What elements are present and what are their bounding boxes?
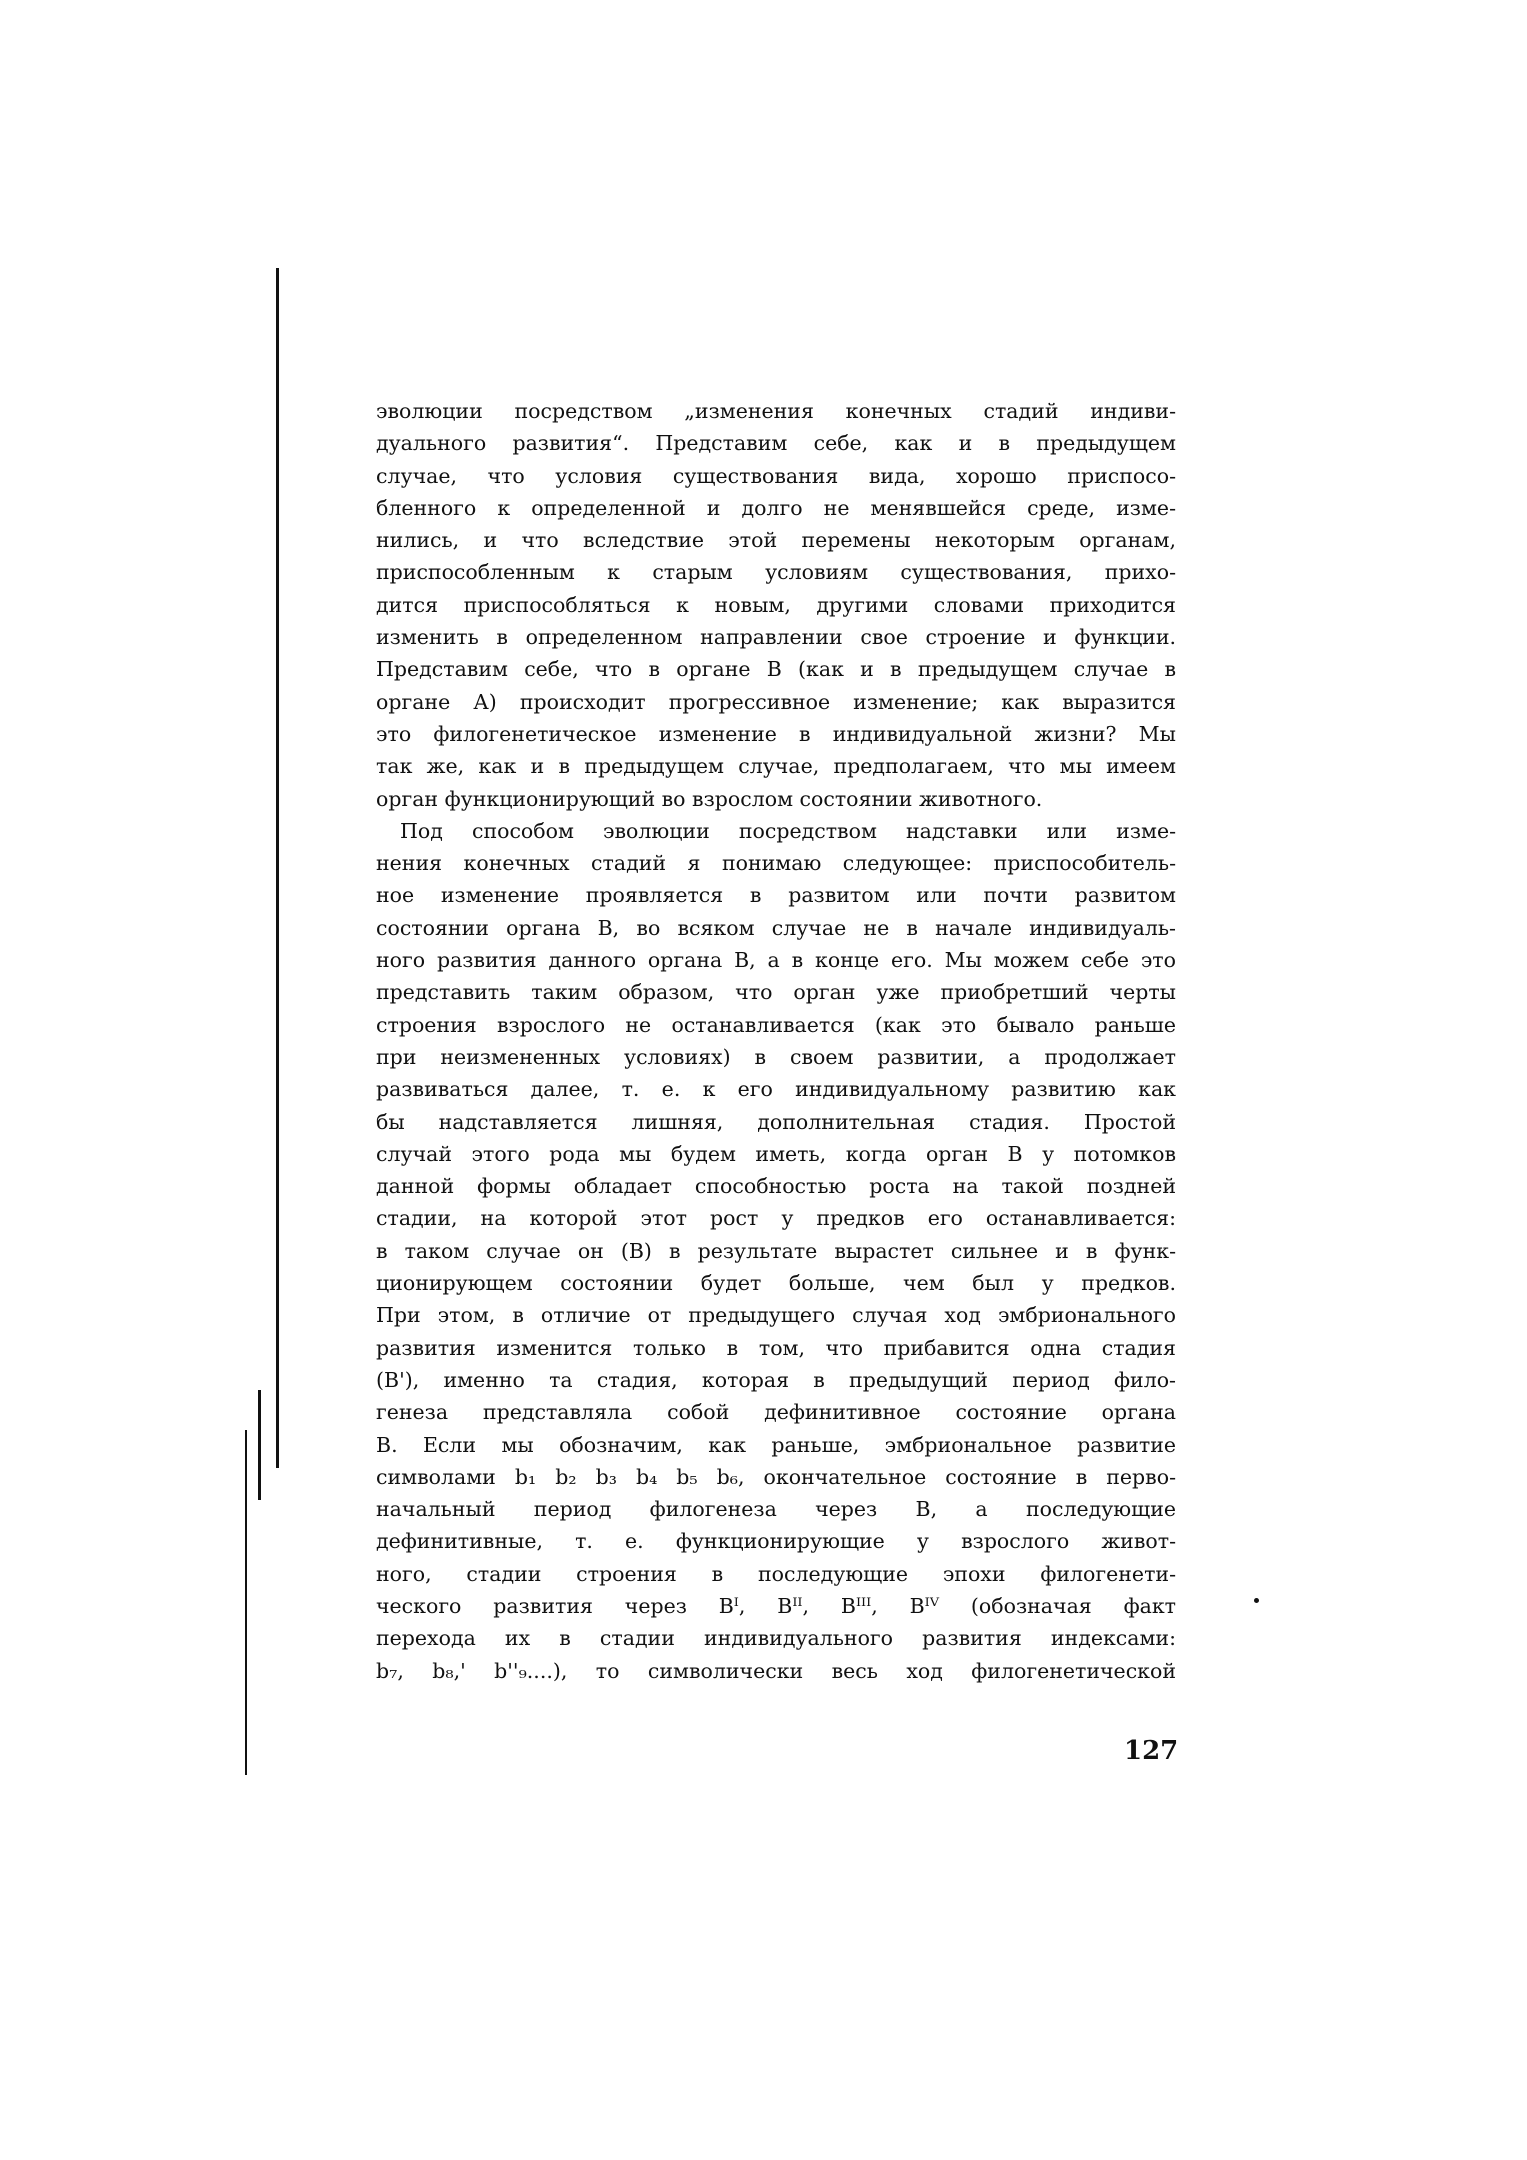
text-line: представить таким образом, что орган уже приобретший черты <box>376 980 1176 1005</box>
text-line: строения взрослого не останавливается (как это бывало раньше <box>376 1012 1176 1037</box>
text-line: Под способом эволюции посредством надставки или изме- <box>400 818 1176 843</box>
text-line: b₇, b₈,' b''₉....), то символически весь ход филогенетической <box>376 1658 1176 1683</box>
text-line: бленного к определенной и долго не менявшейся среде, изме- <box>376 495 1176 520</box>
text-line: изменить в определенном направлении свое строение и функции. <box>376 625 1176 650</box>
text-line: эволюции посредством „изменения конечных стадий индиви- <box>376 399 1176 423</box>
text-line: развиваться далее, т. е. к его индивидуальному развитию как <box>376 1077 1176 1102</box>
text-line: перехода их в стадии индивидуального развития индексами: <box>376 1626 1176 1651</box>
text-line: бы надставляется лишняя, дополнительная стадия. Простой <box>376 1109 1176 1134</box>
text-line: ного, стадии строения в последующие эпохи филогенети- <box>376 1561 1176 1586</box>
text-line: в таком случае он (В) в результате вырастет сильнее и в функ- <box>376 1238 1176 1263</box>
scan-edge-line <box>245 1430 247 1775</box>
scan-speck <box>1254 1598 1259 1603</box>
text-line: случае, что условия существования вида, хорошо приспосо- <box>376 463 1176 488</box>
text-line: орган функционирующий во взрослом состоянии животного. <box>376 786 1043 811</box>
text-line: ционирующем состоянии будет больше, чем был у предков. <box>376 1271 1176 1296</box>
text-line: при неизмененных условиях) в своем развитии, а продолжает <box>376 1044 1176 1069</box>
text-line: начальный период филогенеза через В, а последующие <box>376 1497 1176 1522</box>
text-line: ческого развития через Bᴵ, Bᴵᴵ, Bᴵᴵᴵ, Bᴵⱽ (обозначая факт <box>376 1593 1176 1618</box>
text-line: символами b₁ b₂ b₃ b₄ b₅ b₆, окончательное состояние в перво- <box>376 1464 1176 1489</box>
text-line: ного развития данного органа В, а в конце его. Мы можем себе это <box>376 948 1176 973</box>
text-line: нения конечных стадий я понимаю следующее: приспособитель- <box>376 851 1176 876</box>
text-line: данной формы обладает способностью роста на такой поздней <box>376 1174 1176 1199</box>
text-line: это филогенетическое изменение в индивидуальной жизни? Мы <box>376 721 1176 746</box>
text-line: дефинитивные, т. е. функционирующие у взрослого живот- <box>376 1529 1176 1554</box>
text-line: (В'), именно та стадия, которая в предыдущий период фило- <box>376 1367 1176 1392</box>
text-line: развития изменится только в том, что прибавится одна стадия <box>376 1335 1176 1360</box>
text-line: состоянии органа В, во всяком случае не в начале индивидуаль- <box>376 915 1176 940</box>
text-line: Представим себе, что в органе В (как и в предыдущем случае в <box>376 657 1176 682</box>
text-line: нились, и что вследствие этой перемены некоторым органам, <box>376 528 1176 553</box>
text-line: приспособленным к старым условиям существования, прихо- <box>376 560 1176 585</box>
text-line: При этом, в отличие от предыдущего случая ход эмбрионального <box>376 1303 1176 1328</box>
scan-edge-line <box>276 268 279 1468</box>
text-line: В. Если мы обозначим, как раньше, эмбриональное развитие <box>376 1432 1176 1457</box>
text-line: дуального развития“. Представим себе, как и в предыдущем <box>376 431 1176 456</box>
body-text <box>376 395 1176 1687</box>
text-line: генеза представляла собой дефинитивное состояние органа <box>376 1400 1176 1425</box>
text-line: случай этого рода мы будем иметь, когда орган В у потомков <box>376 1141 1176 1166</box>
scan-edge-line <box>258 1390 261 1500</box>
text-line: стадии, на которой этот рост у предков его останавливается: <box>376 1206 1176 1231</box>
text-line: так же, как и в предыдущем случае, предполагаем, что мы имеем <box>376 754 1176 779</box>
page-number: 127 <box>1124 1736 1179 1766</box>
text-line: дится приспособляться к новым, другими словами приходится <box>376 592 1176 617</box>
text-line: органе А) происходит прогрессивное изменение; как выразится <box>376 689 1176 714</box>
text-line: ное изменение проявляется в развитом или почти развитом <box>376 883 1176 908</box>
